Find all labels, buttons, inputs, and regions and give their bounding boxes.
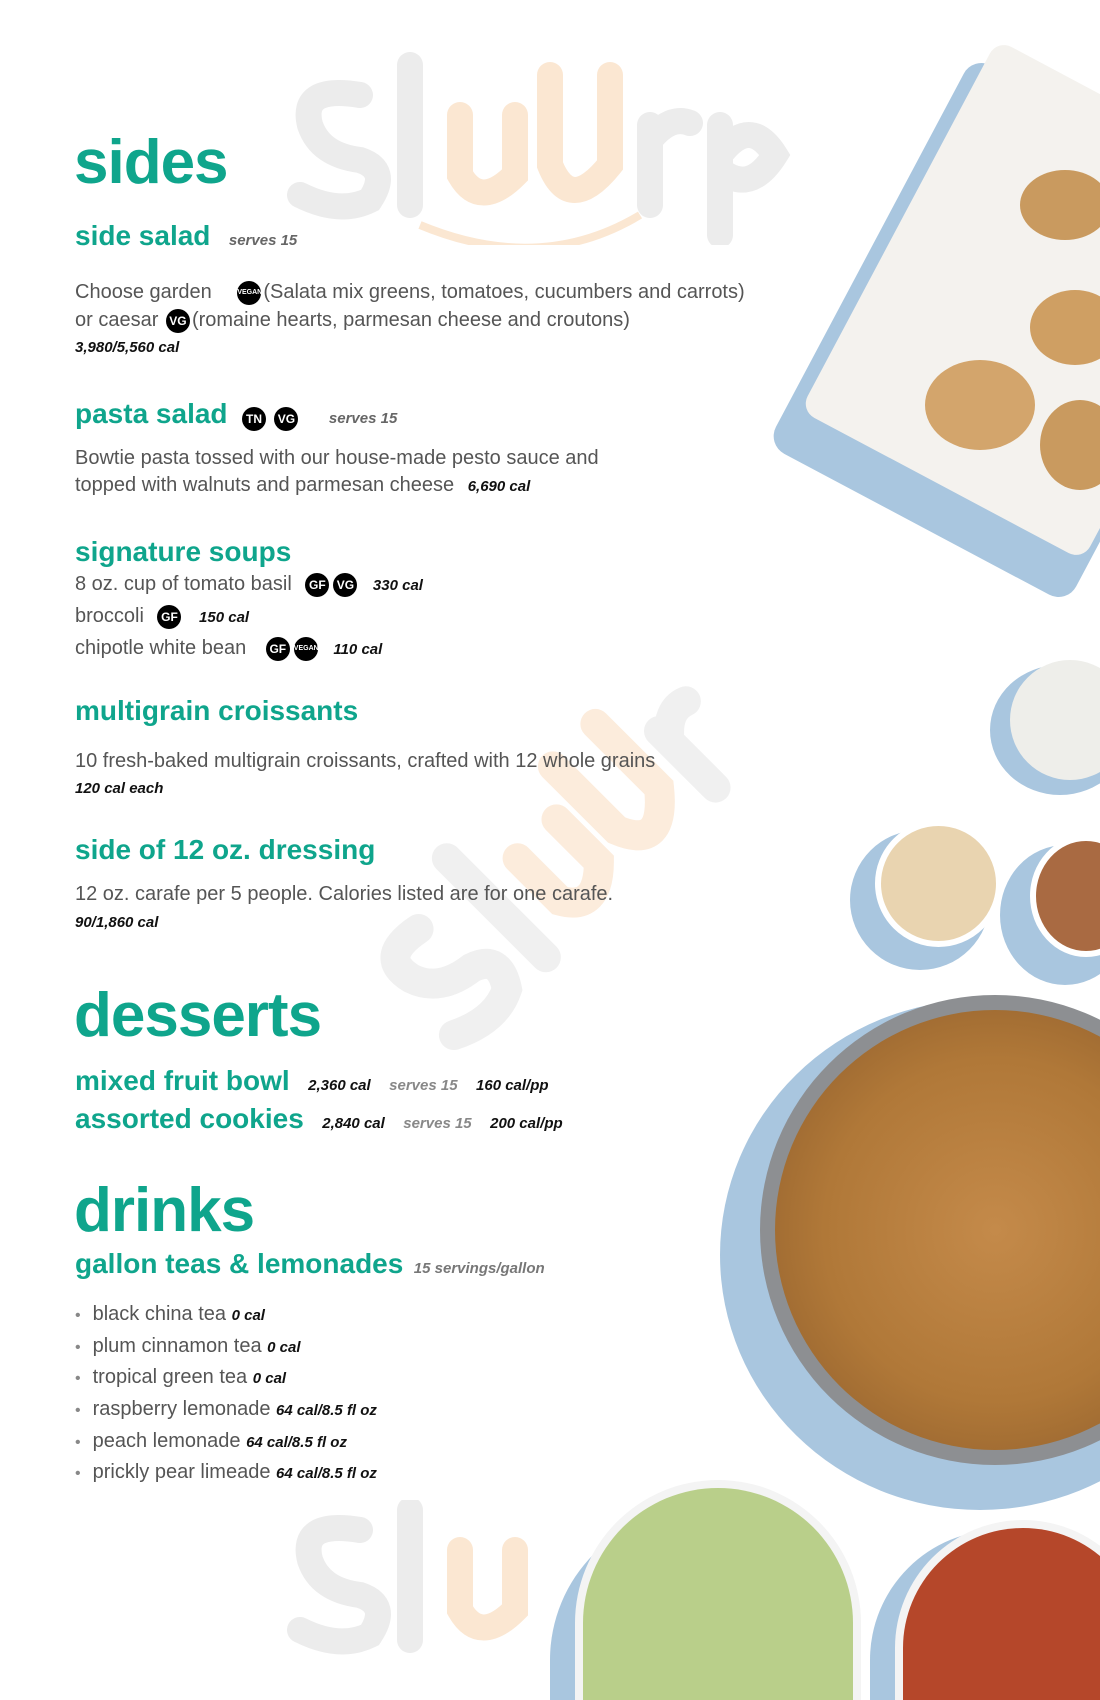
vegan-badge-icon: VEGAN [237, 281, 261, 305]
drink-name: peach lemonade [92, 1429, 241, 1452]
side-salad-header [75, 222, 297, 250]
side-salad-line2 [75, 308, 630, 332]
calorie-label: 330 cal [372, 577, 423, 594]
dressing-desc: 12 oz. carafe per 5 people. Calories listed are for one carafe. [75, 883, 614, 905]
gf-badge-icon: GF [157, 605, 181, 629]
vg-badge-icon: VG [274, 407, 298, 431]
side-salad-title: side salad [75, 220, 211, 251]
desc-text: Choose garden [75, 281, 212, 303]
gf-badge-icon: GF [266, 637, 290, 661]
drink-name: prickly pear limeade [92, 1461, 271, 1484]
desc-text: or caesar [75, 309, 159, 331]
calorie-label: 0 cal [252, 1370, 287, 1388]
soup-item [75, 572, 423, 596]
drinks-subheader [75, 1250, 545, 1278]
dessert-name: mixed fruit bowl [75, 1065, 290, 1096]
pasta-desc-line1: Bowtie pasta tossed with our house-made pesto sauce and [75, 447, 599, 469]
gf-badge-icon: GF [305, 573, 329, 597]
drink-name: tropical green tea [92, 1366, 248, 1389]
drink-name: black china tea [92, 1303, 227, 1325]
drink-name: plum cinnamon tea [92, 1334, 262, 1357]
drink-item [75, 1397, 377, 1429]
signature-soups-title: signature soups [75, 536, 292, 567]
per-person-calories: 160 cal/pp [476, 1077, 549, 1094]
drink-item [75, 1460, 377, 1492]
calorie-label: 2,360 cal [308, 1077, 371, 1094]
croissants-desc: 10 fresh-baked multigrain croissants, crafted with 12 whole grains [75, 750, 656, 772]
croissant-image [1020, 170, 1100, 240]
pasta-desc-line2 [75, 473, 530, 497]
vg-badge-icon: VG [166, 309, 190, 333]
calorie-label: 110 cal [333, 641, 383, 658]
soup-name: broccoli [75, 605, 144, 627]
soup-item [75, 636, 382, 660]
desserts-heading: desserts [74, 981, 322, 1050]
calorie-label: 0 cal [267, 1338, 301, 1356]
per-person-calories: 200 cal/pp [490, 1115, 563, 1132]
calorie-label: 3,980/5,560 cal [75, 339, 180, 356]
tn-badge-icon: TN [242, 407, 266, 431]
gallon-teas-title: gallon teas & lemonades [75, 1248, 404, 1279]
calorie-label: 150 cal [199, 609, 250, 626]
calorie-label: 2,840 cal [322, 1115, 385, 1132]
side-salad-line1 [75, 280, 745, 304]
serves-label: serves 15 [328, 410, 398, 427]
vegan-badge-icon: VEGAN [294, 637, 318, 661]
desc-text: (romaine hearts, parmesan cheese and croutons) [191, 309, 630, 331]
watermark-logo [330, 600, 790, 1060]
soup-item [75, 604, 249, 628]
broccoli-soup-image [575, 1480, 861, 1700]
drink-name: raspberry lemonade [92, 1398, 271, 1421]
dressing-title: side of 12 oz. dressing [75, 834, 376, 865]
vg-badge-icon: VG [333, 573, 357, 597]
tomato-soup-image [895, 1520, 1100, 1700]
calorie-label: 90/1,860 cal [75, 914, 159, 931]
dessert-name: assorted cookies [75, 1103, 304, 1134]
desc-text: topped with walnuts and parmesan cheese [75, 474, 455, 496]
calorie-label: 64 cal/8.5 fl oz [276, 1402, 377, 1420]
calorie-label: 64 cal/8.5 fl oz [246, 1433, 347, 1451]
watermark-logo [280, 45, 840, 245]
soup-name: chipotle white bean [75, 637, 247, 659]
dessert-item [75, 1105, 563, 1133]
calorie-label: 120 cal each [75, 780, 164, 797]
drink-item [75, 1365, 377, 1397]
servings-label: 15 servings/gallon [413, 1260, 545, 1277]
sides-heading: sides [74, 128, 228, 197]
pasta-salad-header [75, 400, 397, 431]
pasta-salad-title: pasta salad [75, 398, 228, 429]
croissant-image [925, 360, 1035, 450]
calorie-label: 64 cal/8.5 fl oz [276, 1465, 377, 1483]
drinks-heading: drinks [74, 1176, 255, 1245]
dessert-item [75, 1067, 549, 1095]
calorie-label: 6,690 cal [467, 478, 531, 495]
drink-item [75, 1429, 377, 1461]
drink-item [75, 1302, 377, 1334]
serves-label: serves 15 [228, 232, 298, 249]
serves-label: serves 15 [403, 1115, 472, 1132]
serves-label: serves 15 [389, 1077, 458, 1094]
drinks-list [75, 1302, 377, 1492]
desc-text: (Salata mix greens, tomatoes, cucumbers and carrots) [263, 281, 745, 303]
watermark-logo [280, 1500, 580, 1660]
soup-name: 8 oz. cup of tomato basil [75, 573, 292, 595]
croissants-title: multigrain croissants [75, 695, 359, 726]
dressing-image [875, 820, 1002, 947]
calorie-label: 0 cal [231, 1307, 265, 1324]
drink-item [75, 1334, 377, 1366]
